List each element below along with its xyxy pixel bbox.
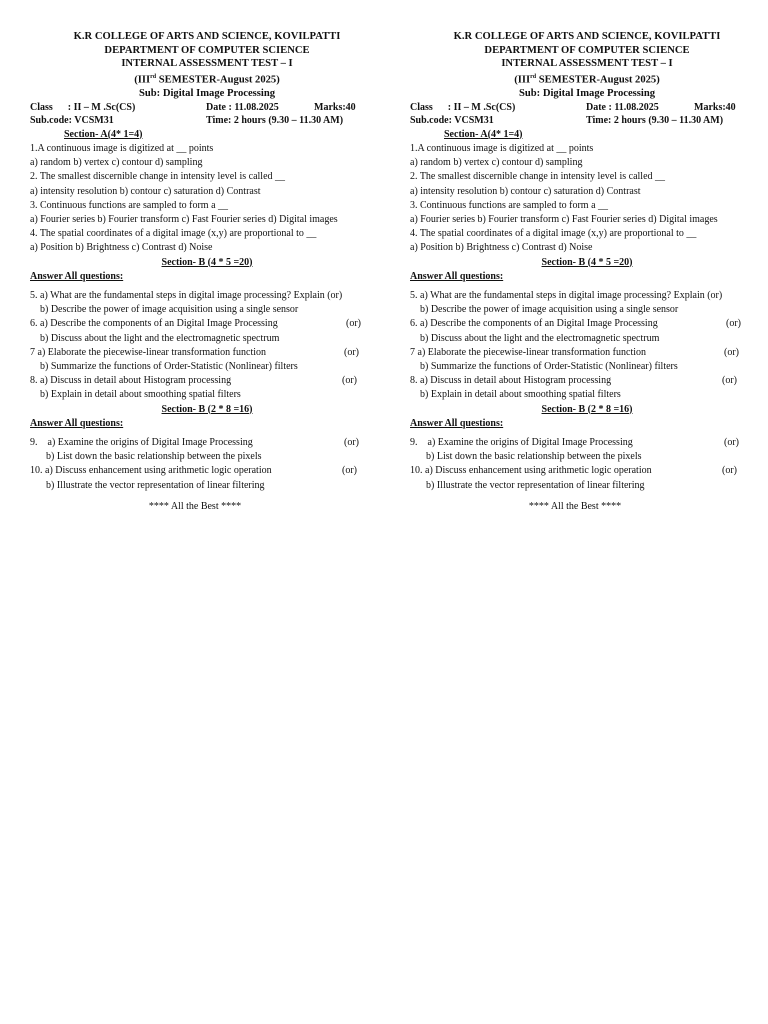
college-name: K.R COLLEGE OF ARTS AND SCIENCE, KOVILPATTI bbox=[453, 31, 721, 42]
or-label: (or) bbox=[342, 375, 357, 387]
section-a-line: a) intensity resolution b) contour c) saturation d) Contrast bbox=[30, 185, 261, 197]
section-a-line: 4. The spatial coordinates of a digital image (x,y) are proportional to __ bbox=[30, 228, 317, 240]
info-row-1 bbox=[410, 101, 764, 115]
question-b: b) Illustrate the vector representation of linear filtering bbox=[46, 479, 265, 491]
question-b: b) Discuss about the light and the electromagnetic spectrum bbox=[40, 332, 280, 344]
question-a: 7 a) Elaborate the piecewise-linear transformation function (or) bbox=[410, 346, 764, 360]
or-label: (or) bbox=[722, 375, 737, 387]
question-a: 10. a) Discuss enhancement using arithmetic logic operation (or) bbox=[410, 464, 764, 478]
section-a-line: a) random b) vertex c) contour d) sampling bbox=[410, 157, 583, 169]
section-a-line: a) Position b) Brightness c) Contrast d) Noise bbox=[30, 242, 213, 254]
question-b: b) Illustrate the vector representation of linear filtering bbox=[426, 479, 645, 491]
question-a: 9. a) Examine the origins of Digital Image Processing (or) bbox=[410, 436, 764, 450]
question-b: b) List down the basic relationship between the pixels bbox=[426, 451, 642, 463]
or-label: (or) bbox=[344, 346, 359, 358]
question-b: b) List down the basic relationship between the pixels bbox=[46, 451, 262, 463]
section-a-line: 2. The smallest discernible change in intensity level is called __ bbox=[410, 171, 666, 183]
college-name: K.R COLLEGE OF ARTS AND SCIENCE, KOVILPATTI bbox=[73, 31, 341, 42]
section-a-line: a) intensity resolution b) contour c) saturation d) Contrast bbox=[410, 185, 641, 197]
subcode-info: Sub.code: VCSM31 bbox=[30, 115, 114, 127]
answer-all-label: Answer All questions: bbox=[30, 270, 124, 282]
marks-info: Marks:40 bbox=[314, 101, 356, 113]
section-a-line: 1.A continuous image is digitized at __ points bbox=[30, 142, 214, 154]
or-label: (or) bbox=[722, 465, 737, 477]
footer-wishes: **** All the Best **** bbox=[148, 500, 242, 512]
section-b2-title: Section- B (2 * 8 =16) bbox=[161, 403, 253, 415]
section-a-line: a) random b) vertex c) contour d) sampling bbox=[30, 157, 203, 169]
section-b1-title: Section- B (4 * 5 =20) bbox=[161, 256, 253, 268]
date-info: Date : 11.08.2025 bbox=[206, 101, 279, 113]
question-b: b) Explain in detail about smoothing spatial filters bbox=[40, 389, 241, 401]
question-a: 6. a) Describe the components of an Digital Image Processing (or) bbox=[30, 317, 384, 331]
question-b: b) Summarize the functions of Order-Statistic (Nonlinear) filters bbox=[420, 360, 678, 372]
section-a-title: Section- A(4* 1=4) bbox=[444, 128, 523, 140]
semester-line: (IIIrd SEMESTER-August 2025) bbox=[134, 73, 280, 86]
or-label: (or) bbox=[344, 436, 359, 448]
question-paper-right bbox=[410, 30, 764, 514]
subcode-info: Sub.code: VCSM31 bbox=[410, 115, 494, 127]
question-b: b) Discuss about the light and the electromagnetic spectrum bbox=[420, 332, 660, 344]
question-a: 5. a) What are the fundamental steps in digital image processing? Explain (or) bbox=[410, 289, 723, 301]
or-label: (or) bbox=[346, 318, 361, 330]
section-a-line: 3. Continuous functions are sampled to form a __ bbox=[30, 199, 229, 211]
section-a-title: Section- A(4* 1=4) bbox=[64, 128, 143, 140]
or-label: (or) bbox=[726, 318, 741, 330]
answer-all-label: Answer All questions: bbox=[410, 270, 504, 282]
section-a-line: a) Fourier series b) Fourier transform c) Fast Fourier series d) Digital images bbox=[30, 213, 338, 225]
info-row-2 bbox=[410, 114, 764, 128]
question-a: 8. a) Discuss in detail about Histogram processing (or) bbox=[30, 374, 384, 388]
or-label: (or) bbox=[724, 346, 739, 358]
marks-info: Marks:40 bbox=[694, 101, 736, 113]
test-name: INTERNAL ASSESSMENT TEST – I bbox=[501, 58, 673, 70]
question-a: 6. a) Describe the components of an Digital Image Processing (or) bbox=[410, 317, 764, 331]
info-row-1 bbox=[30, 101, 384, 115]
question-a: 7 a) Elaborate the piecewise-linear transformation function (or) bbox=[30, 346, 384, 360]
section-a-line: 1.A continuous image is digitized at __ points bbox=[410, 142, 594, 154]
answer-all-label: Answer All questions: bbox=[410, 417, 504, 429]
question-a: 8. a) Discuss in detail about Histogram processing (or) bbox=[410, 374, 764, 388]
semester-line: (IIIrd SEMESTER-August 2025) bbox=[514, 73, 660, 86]
section-a-line: a) Fourier series b) Fourier transform c) Fast Fourier series d) Digital images bbox=[410, 213, 718, 225]
class-info: Class : II – M .Sc(CS) bbox=[30, 101, 136, 113]
question-paper-left bbox=[30, 30, 384, 514]
question-b: b) Explain in detail about smoothing spatial filters bbox=[420, 389, 621, 401]
section-b1-title: Section- B (4 * 5 =20) bbox=[541, 256, 633, 268]
or-label: (or) bbox=[342, 465, 357, 477]
time-info: Time: 2 hours (9.30 – 11.30 AM) bbox=[206, 115, 344, 127]
section-a-line: 2. The smallest discernible change in intensity level is called __ bbox=[30, 171, 286, 183]
subject-line: Sub: Digital Image Processing bbox=[138, 87, 276, 99]
section-a-line: a) Position b) Brightness c) Contrast d) Noise bbox=[410, 242, 593, 254]
answer-all-label: Answer All questions: bbox=[30, 417, 124, 429]
question-a: 10. a) Discuss enhancement using arithmetic logic operation (or) bbox=[30, 464, 384, 478]
time-info: Time: 2 hours (9.30 – 11.30 AM) bbox=[586, 115, 724, 127]
question-a: 5. a) What are the fundamental steps in digital image processing? Explain (or) bbox=[30, 289, 343, 301]
date-info: Date : 11.08.2025 bbox=[586, 101, 659, 113]
question-b: b) Summarize the functions of Order-Statistic (Nonlinear) filters bbox=[40, 360, 298, 372]
question-a: 9. a) Examine the origins of Digital Image Processing (or) bbox=[30, 436, 384, 450]
or-label: (or) bbox=[724, 436, 739, 448]
info-row-2 bbox=[30, 114, 384, 128]
question-b: b) Describe the power of image acquisition using a single sensor bbox=[420, 304, 679, 316]
test-name: INTERNAL ASSESSMENT TEST – I bbox=[121, 58, 293, 70]
subject-line: Sub: Digital Image Processing bbox=[518, 87, 656, 99]
question-b: b) Describe the power of image acquisition using a single sensor bbox=[40, 304, 299, 316]
department-name: DEPARTMENT OF COMPUTER SCIENCE bbox=[104, 44, 310, 56]
section-a-line: 4. The spatial coordinates of a digital image (x,y) are proportional to __ bbox=[410, 228, 697, 240]
footer-wishes: **** All the Best **** bbox=[528, 500, 622, 512]
department-name: DEPARTMENT OF COMPUTER SCIENCE bbox=[484, 44, 690, 56]
section-a-line: 3. Continuous functions are sampled to form a __ bbox=[410, 199, 609, 211]
section-b2-title: Section- B (2 * 8 =16) bbox=[541, 403, 633, 415]
class-info: Class : II – M .Sc(CS) bbox=[410, 101, 516, 113]
